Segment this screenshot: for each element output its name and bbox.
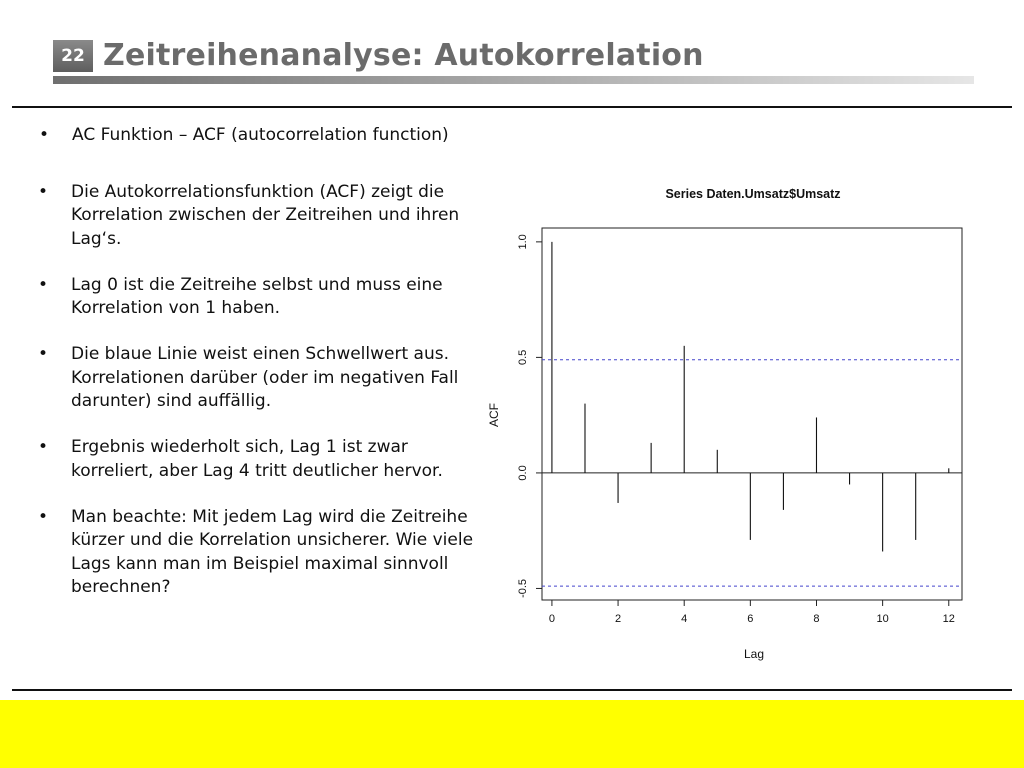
- bullet-text: Man beachte: Mit jedem Lag wird die Zeitreihe kürzer und die Korrelation unsicherer. Wie viele Lags kann man im Beispiel maximal sinnvoll berechnen?: [71, 506, 474, 597]
- footer-band: [0, 700, 1024, 768]
- top-divider: [12, 106, 1012, 108]
- bullet-dot: •: [38, 437, 49, 458]
- bullet-item: [38, 274, 491, 321]
- bullet-dot: •: [38, 274, 49, 295]
- bottom-divider: [12, 689, 1012, 691]
- bullet-dot: •: [39, 125, 50, 145]
- slide-title: Zeitreihenanalyse: Autokorrelation: [103, 38, 704, 73]
- title-underline-bar: [53, 76, 974, 84]
- bullet-item: [38, 506, 491, 599]
- bullet-text: Ergebnis wiederholt sich, Lag 1 ist zwar korreliert, aber Lag 4 tritt deutlicher hervor.: [71, 437, 443, 481]
- x-tick-label: 10: [876, 613, 889, 625]
- bullet-item: [38, 343, 491, 413]
- y-tick-label: -0.5: [517, 578, 529, 598]
- intro-bullet: [39, 124, 449, 147]
- bullet-item: [38, 436, 491, 483]
- bullet-text: Die Autokorrelationsfunktion (ACF) zeigt die Korrelation zwischen der Zeitreihen und ihren Lag‘s.: [71, 182, 460, 249]
- x-tick-label: 0: [548, 613, 555, 625]
- x-tick-label: 8: [813, 613, 820, 625]
- x-tick-label: 12: [942, 613, 955, 625]
- x-tick-label: 6: [747, 613, 754, 625]
- chart-plot-area: [517, 228, 962, 625]
- bullet-text: Lag 0 ist die Zeitreihe selbst und muss eine Korrelation von 1 haben.: [71, 274, 443, 319]
- bullet-item: [38, 181, 491, 251]
- bullet-dot: •: [38, 182, 49, 202]
- x-tick-label: 2: [615, 613, 622, 625]
- bullet-text: Die blaue Linie weist einen Schwellwert aus. Korrelationen darüber (oder im negativen Fall darunter) sind auffällig.: [71, 344, 459, 412]
- slide-number-text: 22: [61, 46, 85, 66]
- x-tick-label: 4: [681, 613, 688, 625]
- plot-frame: [542, 228, 962, 600]
- acf-chart: [480, 180, 980, 670]
- y-tick-label: 0.5: [517, 349, 529, 366]
- bullet-list: [38, 181, 491, 622]
- y-axis-label: ACF: [487, 403, 501, 427]
- chart-title: Series Daten.Umsatz$Umsatz: [665, 187, 841, 201]
- x-axis-label: Lag: [743, 647, 765, 661]
- bullet-dot: •: [38, 344, 49, 365]
- slide-number: [53, 40, 93, 72]
- y-tick-label: 0.0: [517, 465, 529, 481]
- bullet-dot: •: [38, 506, 49, 527]
- intro-bullet-text: AC Funktion – ACF (autocorrelation function): [72, 125, 449, 145]
- y-tick-label: 1.0: [517, 234, 529, 250]
